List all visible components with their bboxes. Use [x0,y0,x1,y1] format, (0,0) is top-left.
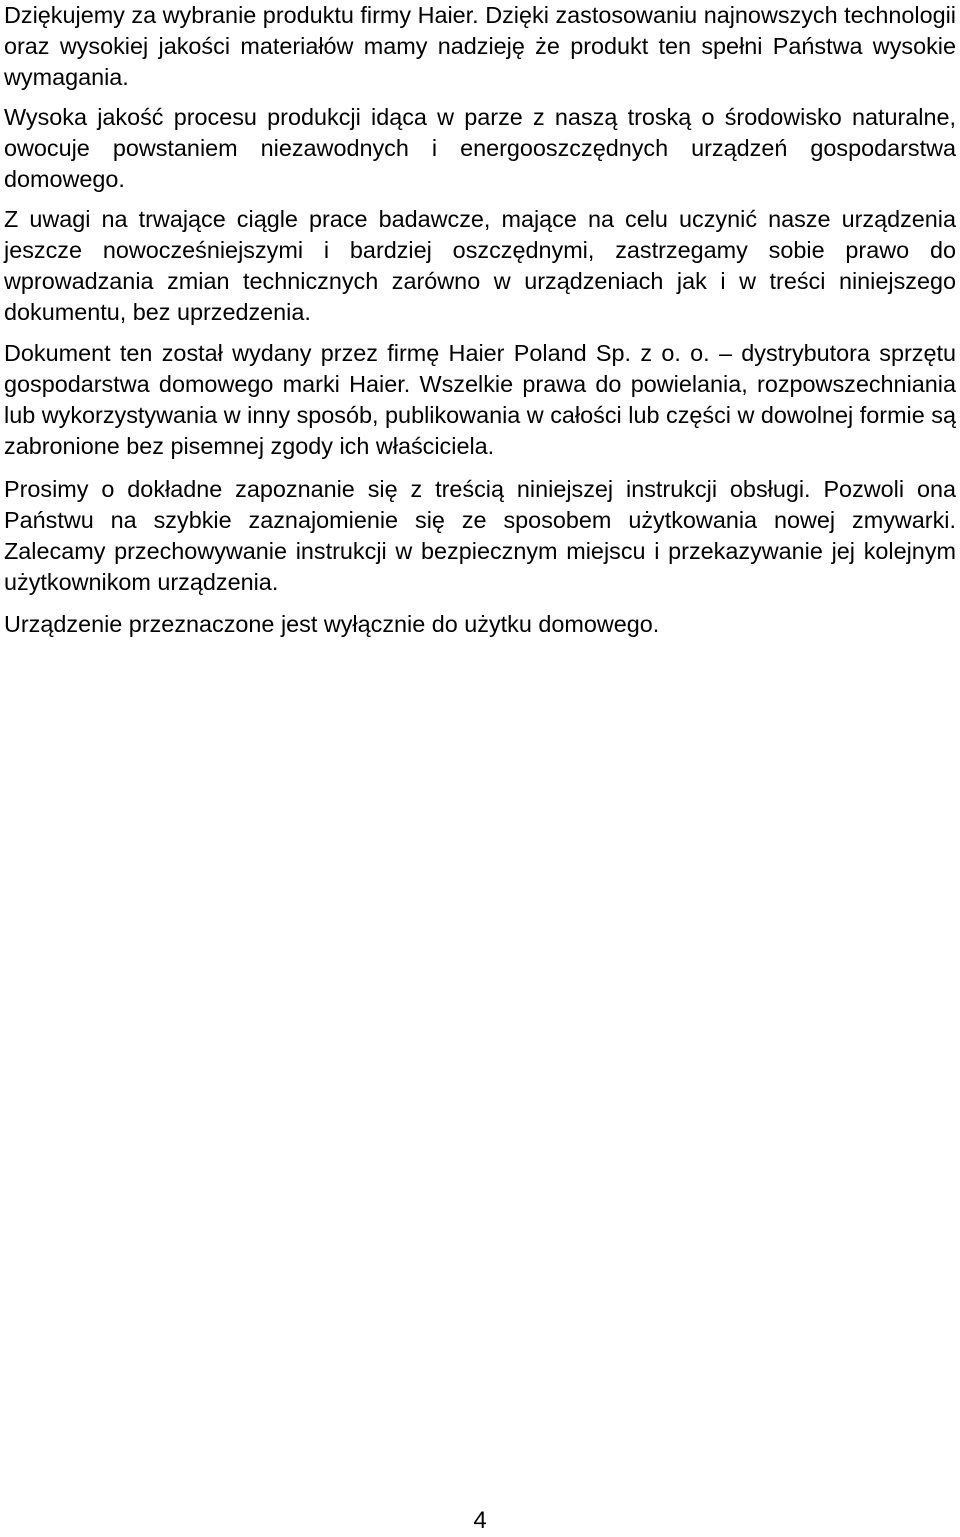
page-number: 4 [473,1507,487,1534]
paragraph-quality: Wysoka jakość procesu produkcji idąca w parze z naszą troską o środowisko naturalne, owocuje powstaniem niezawodnych i energooszczędnych urządzeń gospodarstwa domowego. [4,104,956,192]
paragraph-thanks: Dziękujemy za wybranie produktu firmy Haier. Dzięki zastosowaniu najnowszych technologii oraz wysokiej jakości materiałów mamy nadzieję że produkt ten spełni Państwa wysokie wymagania. [4,2,956,90]
document-page [4,0,956,640]
paragraph-read-instructions: Prosimy o dokładne zapoznanie się z treścią niniejszej instrukcji obsługi. Pozwoli ona Państwu na szybkie zaznajomienie się ze sposobem użytkowania nowej zmywarki. Zalecamy przechowywanie instrukcji w bezpiecznym miejscu i przekazywanie jej kolejnym użytkownikom urządzenia. [4,476,956,595]
paragraph-changes-notice: Z uwagi na trwające ciągle prace badawcze, mające na celu uczynić nasze urządzenia jeszcze nowocześniejszymi i bardziej oszczędnymi, zastrzegamy sobie prawo do wprowadzania zmian technicznych zarówno w urządzeniach jak i w treści niniejszego dokumentu, bez uprzedzenia. [4,206,956,325]
paragraph-copyright: Dokument ten został wydany przez firmę Haier Poland Sp. z o. o. – dystrybutora sprzętu gospodarstwa domowego marki Haier. Wszelkie prawa do powielania, rozpowszechniania lub wykorzystywania w inny sposób, publikowania w całości lub części w dowolnej formie są zabronione bez pisemnej zgody ich właściciela. [4,340,956,459]
paragraph-household-use: Urządzenie przeznaczone jest wyłącznie do użytku domowego. [4,611,660,637]
